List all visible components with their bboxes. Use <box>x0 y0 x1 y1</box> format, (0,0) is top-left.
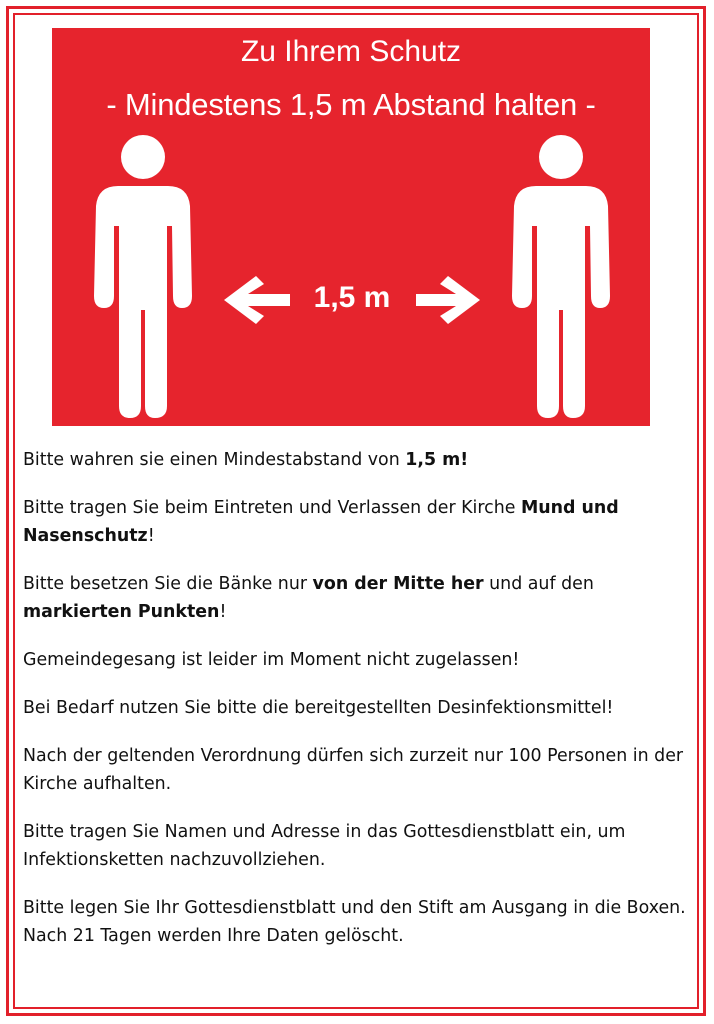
rule-text: Nach 21 Tagen werden Ihre Daten gelöscht. <box>23 926 404 946</box>
rule-singing: Gemeindegesang ist leider im Moment nicht zugelassen! <box>23 650 520 670</box>
sign-subtitle: - Mindestens 1,5 m Abstand halten - <box>106 87 596 122</box>
rule-text: Bitte tragen Sie beim Eintreten und Verlassen der Kirche <box>23 498 521 518</box>
rule-text: ! <box>147 526 155 546</box>
rule-capacity: Nach der geltenden Verordnung dürfen sich zurzeit nur 100 Personen in der Kirche aufhalten. <box>23 746 684 794</box>
rule-emphasis: 1,5 m! <box>405 450 469 470</box>
rule-text: ! <box>219 602 227 622</box>
sign-title: Zu Ihrem Schutz <box>240 35 462 68</box>
rule-collection <box>23 894 693 950</box>
distance-label: 1,5 m <box>313 281 391 314</box>
rule-emphasis: von der Mitte her <box>312 574 484 594</box>
rule-emphasis: Mund und Nasenschutz <box>23 498 619 546</box>
person-icon <box>512 135 610 418</box>
rules-text <box>23 446 693 970</box>
arrow-left-icon <box>224 276 290 324</box>
rule-text: und auf den <box>483 574 594 594</box>
rule-distance <box>23 446 693 474</box>
person-icon <box>94 135 192 418</box>
rule-registration: Bitte tragen Sie Namen und Adresse in das Gottesdienstblatt ein, um Infektionsketten nachzuvollziehen. <box>23 822 626 870</box>
rule-disinfection: Bei Bedarf nutzen Sie bitte die bereitgestellten Desinfektionsmittel! <box>23 698 614 718</box>
rule-text: Bitte wahren sie einen Mindestabstand von <box>23 450 406 470</box>
rule-mask <box>23 494 693 550</box>
rule-emphasis: markierten Punkten <box>23 602 220 622</box>
rule-seating <box>23 570 693 626</box>
rule-text: Bitte legen Sie Ihr Gottesdienstblatt und den Stift am Ausgang in die Boxen. <box>23 898 686 918</box>
distance-sign <box>52 28 650 426</box>
rule-text: Bitte besetzen Sie die Bänke nur <box>23 574 313 594</box>
arrow-right-icon <box>416 276 480 324</box>
